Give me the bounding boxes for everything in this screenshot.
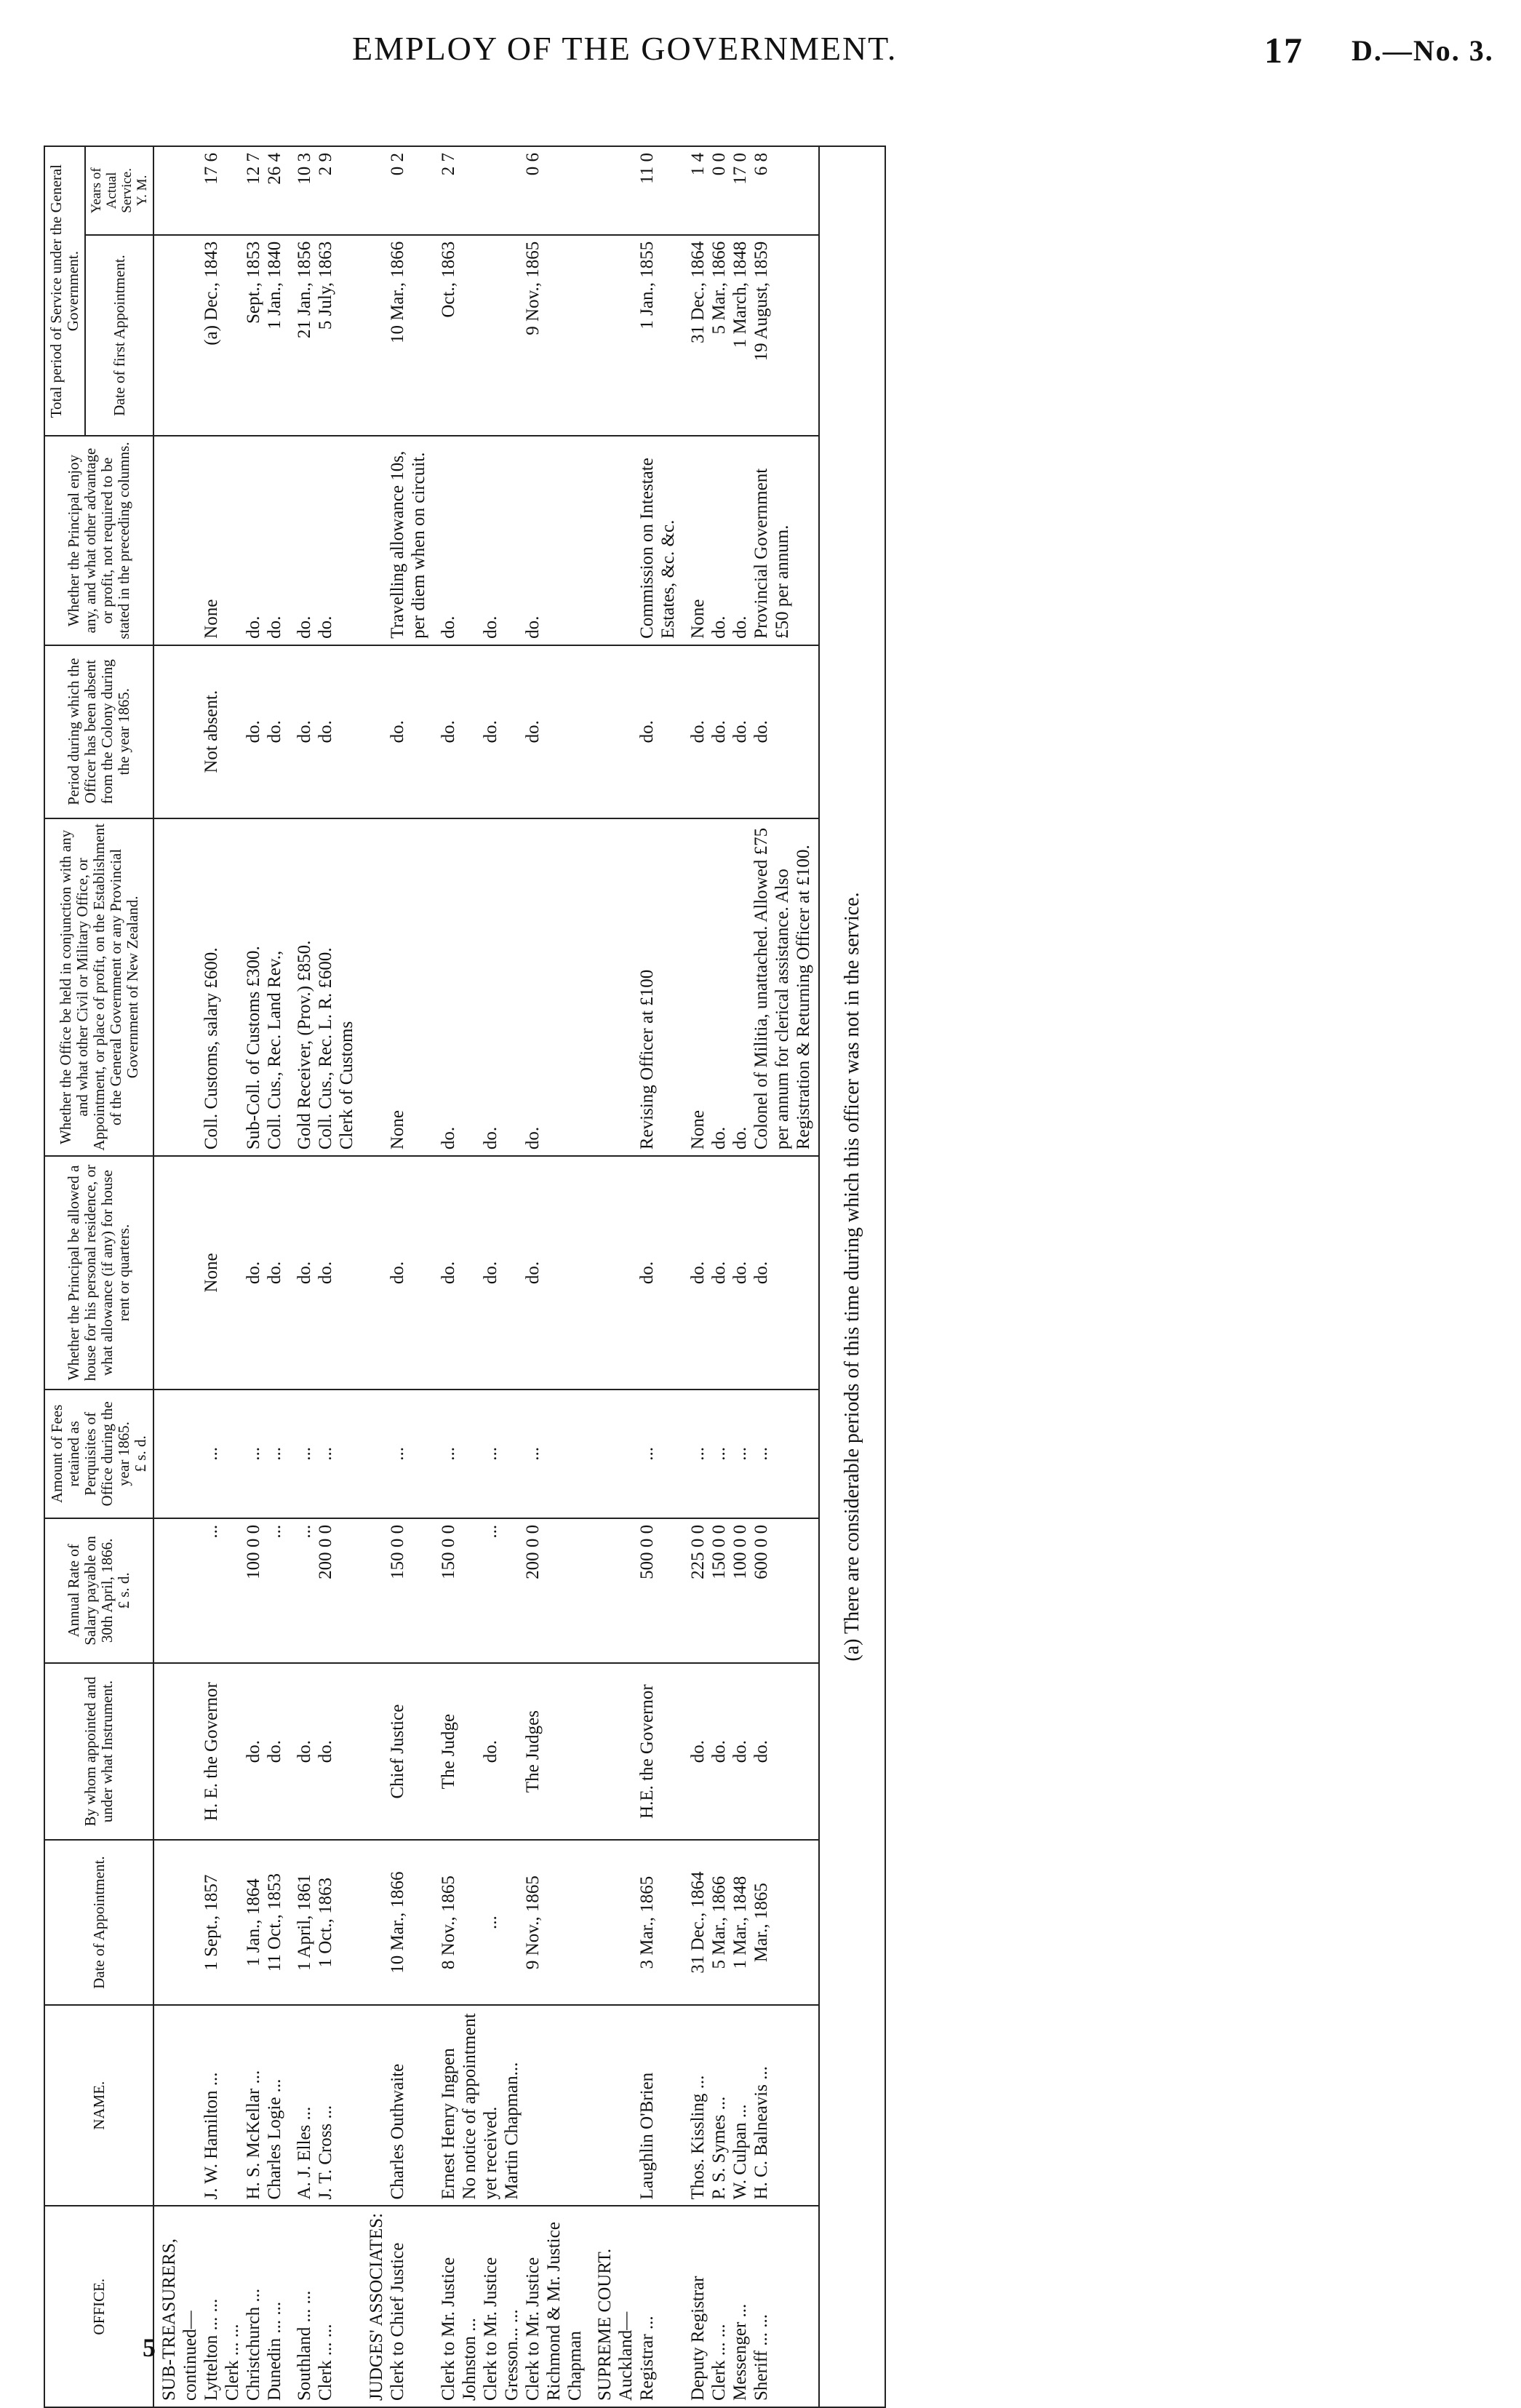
cell-house: do. do. [290,1156,362,1390]
col-fees-units: £ s. d. [132,1435,149,1472]
page-number: 17 [1264,30,1304,71]
table-row [683,146,819,2407]
col-fees [44,1390,153,1518]
col-years-label: Years of Actual Service. [89,167,135,214]
cell-by: Chief Justice [362,1663,434,1840]
cell-by: H. E. the Governor do. do. [153,1663,290,1840]
table-row [153,146,290,2407]
cell-date: 1 April, 1861 1 Oct., 1863 [290,1840,362,2005]
cell-name: Charles Outhwaite [362,2005,434,2206]
cell-adv: do. do. [290,436,362,645]
col-office: OFFICE. [44,2206,153,2408]
cell-years: 2 7 0 6 [434,146,590,235]
cell-years: 1 4 0 0 17 0 6 8 [683,146,819,235]
cell-name: A. J. Elles ... J. T. Cross ... [290,2005,362,2206]
cell-first: 1 Jan., 1855 [590,235,683,436]
cell-other: None do. do. Colonel of Militia, unattached. Allowed £75 per annum for clerical assistance. Also Registration & Returning Officer at £100. [683,818,819,1157]
cell-office: SUPREME COURT. Auckland— Registrar ... [590,2206,683,2408]
cell-other: Gold Receiver, (Prov.) £850. Coll. Cus., Rec. L. R. £600. Clerk of Customs [290,818,362,1157]
cell-adv: None do. do. [153,436,290,645]
cell-name: Laughlin O'Brien [590,2005,683,2206]
cell-first: 10 Mar., 1866 [362,235,434,436]
cell-absent: do. [362,645,434,818]
cell-other: None [362,818,434,1157]
col-years-ym: Y. M. [135,175,150,207]
cell-by: do. do. do. do. [683,1663,819,1840]
cell-by: The Judge do. The Judges [434,1663,590,1840]
cell-salary: ... 100 0 0 ... [153,1518,290,1663]
cell-first: Oct., 1863 9 Nov., 1865 [434,235,590,436]
cell-first: 21 Jan., 1856 5 July, 1863 [290,235,362,436]
cell-house: do. [590,1156,683,1390]
cell-fees: ... ... [290,1390,362,1518]
cell-adv: None do. do. Provincial Government £50 per annum. [683,436,819,645]
table-row [290,146,362,2407]
cell-years: 10 3 2 9 [290,146,362,235]
cell-absent: do. [590,645,683,818]
table-body [153,146,819,2407]
employ-table [44,145,886,2408]
cell-first: 31 Dec., 1864 5 Mar., 1866 1 March, 1848 19 August, 1859 [683,235,819,436]
cell-date: 8 Nov., 1865 ... 9 Nov., 1865 [434,1840,590,2005]
footnote: (a) There are considerable periods of this time during which this officer was not in the service. [819,146,885,2407]
cell-date: 10 Mar., 1866 [362,1840,434,2005]
cell-house: do. do. do. do. [683,1156,819,1390]
col-salary-units: £ s. d. [115,1572,132,1609]
cell-salary: 500 0 0 [590,1518,683,1663]
cell-other: do. do. do. [434,818,590,1157]
col-advantage: Whether the Principal enjoy any, and what other advantage or profit, not required to be stated in the preceding columns. [44,436,153,645]
cell-office: Clerk to Mr. Justice Johnston ... Clerk to Mr. Justice Gresson... ... Clerk to Mr. Justice Richmond & Mr. Justice Chapman [434,2206,590,2408]
cell-years: 17 6 12 7 26 4 [153,146,290,235]
col-date-appointment: Date of Appointment. [44,1840,153,2005]
cell-fees: ... ... ... ... [683,1390,819,1518]
cell-office: JUDGES' ASSOCIATES: Clerk to Chief Justice [362,2206,434,2408]
cell-absent: do. do. do. do. [683,645,819,818]
table-row [362,146,434,2407]
cell-absent: Not absent. do. do. [153,645,290,818]
cell-by: do. do. [290,1663,362,1840]
col-house: Whether the Principal be allowed a house for his personal residence, or what allowance (if any) for house rent or quarters. [44,1156,153,1390]
cell-salary: 150 0 0 [362,1518,434,1663]
col-salary [44,1518,153,1663]
cell-years: 11 0 [590,146,683,235]
col-appointed-by: By whom appointed and under what Instrument. [44,1663,153,1840]
rotated-table-container [44,145,1311,2408]
cell-name: J. W. Hamilton ... H. S. McKellar ... Charles Logie ... [153,2005,290,2206]
col-years [85,146,153,235]
cell-first: (a) Dec., 1843 Sept., 1853 1 Jan., 1840 [153,235,290,436]
cell-date: 3 Mar., 1865 [590,1840,683,2005]
cell-fees: ... ... ... [153,1390,290,1518]
cell-office: SUB-TREASURERS, continued— Lyttelton ... ... Clerk ... ... Christchurch ... Dunedin ... ... [153,2206,290,2408]
cell-name: Thos. Kissling ... P. S. Symes ... W. Culpan ... H. C. Balneavis ... [683,2005,819,2206]
cell-salary: 225 0 0 150 0 0 100 0 0 600 0 0 [683,1518,819,1663]
cell-date: 31 Dec., 1864 5 Mar., 1866 1 Mar., 1848 Mar., 1865 [683,1840,819,2005]
col-fees-label: Amount of Fees retained as Perquisites of Office during the year 1865. [48,1401,132,1507]
cell-adv: Commission on Intestate Estates, &c. &c. [590,436,683,645]
cell-fees: ... [590,1390,683,1518]
cell-house: do. [362,1156,434,1390]
col-name: NAME. [44,2005,153,2206]
cell-other: Coll. Customs, salary £600. Sub-Coll. of Customs £300. Coll. Cus., Rec. Land Rev., [153,818,290,1157]
cell-salary: 150 0 0 ... 200 0 0 [434,1518,590,1663]
cell-salary: ... 200 0 0 [290,1518,362,1663]
col-other-office: Whether the Office be held in conjunction with any and what other Civil or Military Office, or Appointment, or place of profit, on the Establishment of the General Government or any Provincial Government of New Zealand. [44,818,153,1157]
cell-date: 1 Sept., 1857 1 Jan., 1864 11 Oct., 1853 [153,1840,290,2005]
cell-fees: ... ... ... [434,1390,590,1518]
document-reference: D.—No. 3. [1352,34,1494,67]
col-salary-label: Annual Rate of Salary payable on 30th April, 1866. [65,1536,116,1646]
footer-page-number: 5 [143,2333,156,2362]
cell-adv: Travelling allowance 10s, per diem when on circuit. [362,436,434,645]
table-row [590,146,683,2407]
cell-name: Ernest Henry Ingpen No notice of appointment yet received. Martin Chapman... [434,2005,590,2206]
cell-other: Revising Officer at £100 [590,818,683,1157]
col-first-appointment: Date of first Appointment. [85,235,153,436]
cell-fees: ... [362,1390,434,1518]
cell-office: Deputy Registrar Clerk ... ... Messenger ... Sheriff ... ... [683,2206,819,2408]
table-row [434,146,590,2407]
cell-office: Southland ... ... Clerk ... ... [290,2206,362,2408]
col-absent: Period during which the Officer has been absent from the Colony during the year 1865. [44,645,153,818]
col-service-group: Total period of Service under the General Government. [44,146,85,436]
cell-house: do. do. do. [434,1156,590,1390]
cell-absent: do. do. [290,645,362,818]
cell-by: H.E. the Governor [590,1663,683,1840]
cell-absent: do. do. do. [434,645,590,818]
cell-adv: do. do. do. [434,436,590,645]
cell-house: None do. do. [153,1156,290,1390]
page-title: EMPLOY OF THE GOVERNMENT. [352,30,898,67]
cell-years: 0 2 [362,146,434,235]
